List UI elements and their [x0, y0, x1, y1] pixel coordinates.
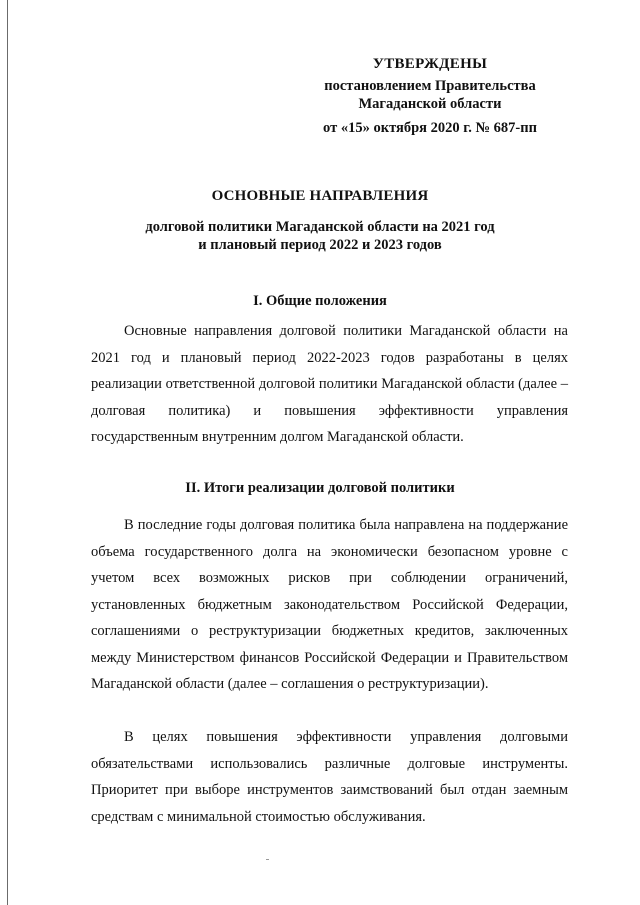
document-subtitle-line-1: долговой политики Магаданской области на 2021 год [145, 219, 495, 235]
approval-line-1: постановлением Правительства [324, 78, 536, 94]
approval-title: УТВЕРЖДЕНЫ [372, 56, 488, 72]
document-heading [0, 188, 640, 254]
approval-date: от «15» октября 2020 г. № 687-пп [323, 120, 537, 136]
section-heading-general: I. Общие положения [253, 293, 387, 309]
scan-speck [266, 859, 269, 860]
section-heading-results: II. Итоги реализации долговой политики [185, 480, 455, 496]
page-edge-line [7, 0, 8, 905]
document-subtitle-line-2: и плановый период 2022 и 2023 годов [198, 237, 442, 253]
approval-block [310, 55, 550, 137]
document-subtitle [0, 218, 640, 254]
paragraph-results-2: В целях повышения эффективности управления долговыми обязательствами использовались различные долговые инструменты. Приоритет при выборе инструментов заимствований был отдан заемным средствам с минимальной стоимостью обслуживания. [91, 729, 568, 825]
approval-line-2: Магаданской области [358, 96, 502, 112]
paragraph-results-1: В последние годы долговая политика была направлена на поддержание объема государственного долга на экономически безопасном уровне с учетом всех возможных рисков при соблюдении ограничений, установленных бюджетным законодательством Российской Федерации, соглашениями о реструктуризации бюджетных кредитов, заключенных между Министерством финансов Российской Федерации и Правительством Магаданской области (далее – соглашения о реструктуризации). [91, 517, 568, 692]
document-title: ОСНОВНЫЕ НАПРАВЛЕНИЯ [211, 188, 429, 204]
paragraph-general-1: Основные направления долговой политики Магаданской области на 2021 год и плановый период 2022-2023 годов разработаны в целях реализации ответственной долговой политики Магаданской области (далее – долговая политика) и повышения эффективности управления государственным внутренним долгом Магаданской области. [91, 323, 568, 445]
